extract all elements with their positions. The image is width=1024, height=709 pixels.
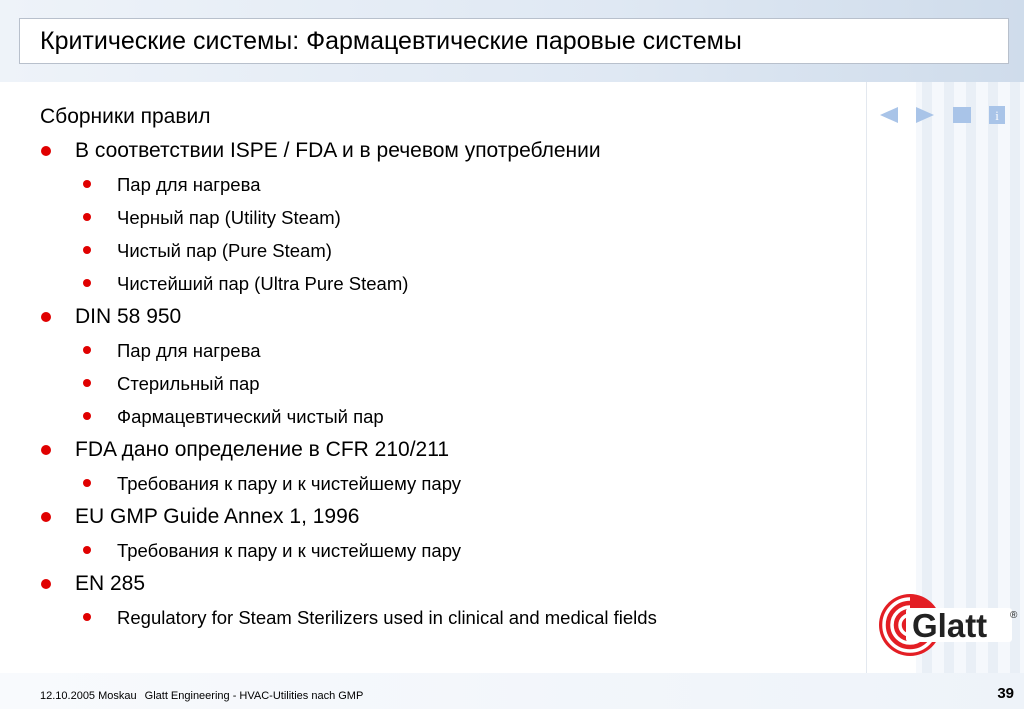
list-item <box>40 134 860 300</box>
list-item-text: DIN 58 950 <box>75 305 182 328</box>
slide-content <box>40 100 860 634</box>
info-button[interactable] <box>986 104 1008 126</box>
glatt-logo-icon <box>876 592 1021 658</box>
sub-list-item: Пар для нагрева <box>75 168 860 201</box>
panel-divider <box>866 82 867 673</box>
sub-list <box>75 334 860 433</box>
sub-list <box>75 467 860 500</box>
bullet-icon <box>83 379 91 387</box>
list-item-text: В соответствии ISPE / FDA и в речевом употреблении <box>75 139 601 162</box>
footer-date: 12.10.2005 Moskau <box>40 690 137 702</box>
bullet-icon <box>83 346 91 354</box>
slide-navigation <box>876 104 1016 128</box>
bullet-icon <box>83 613 91 621</box>
slide-title: Критические системы: Фармацевтические паровые системы <box>40 26 742 55</box>
bullet-icon <box>41 579 51 589</box>
bullet-icon <box>41 512 51 522</box>
bullet-icon <box>83 279 91 287</box>
bullet-icon <box>83 546 91 554</box>
bullet-icon <box>41 312 51 322</box>
triangle-right-icon <box>914 104 936 126</box>
sub-list-item: Чистый пар (Pure Steam) <box>75 234 860 267</box>
sub-list-item: Требования к пару и к чистейшему пару <box>75 467 860 500</box>
sub-list <box>75 534 860 567</box>
bullet-icon <box>83 246 91 254</box>
list-item <box>40 300 860 433</box>
sub-list-item: Regulatory for Steam Sterilizers used in clinical and medical fields <box>75 601 860 634</box>
bullet-icon <box>83 479 91 487</box>
title-box <box>19 18 1009 64</box>
bullet-icon <box>41 146 51 156</box>
glatt-logo <box>876 592 1021 658</box>
list-item-text: FDA дано определение в CFR 210/211 <box>75 438 450 461</box>
info-icon <box>986 104 1008 126</box>
sub-list-item: Чистейший пар (Ultra Pure Steam) <box>75 267 860 300</box>
bullet-icon <box>83 180 91 188</box>
bullet-icon <box>83 213 91 221</box>
side-panel <box>866 82 916 673</box>
sub-list-item: Требования к пару и к чистейшему пару <box>75 534 860 567</box>
list-item-text: EN 285 <box>75 572 146 595</box>
previous-slide-button[interactable] <box>878 104 900 126</box>
next-slide-button[interactable] <box>914 104 936 126</box>
footer <box>40 690 363 702</box>
sub-list-item: Пар для нагрева <box>75 334 860 367</box>
triangle-left-icon <box>878 104 900 126</box>
bullet-list <box>40 134 860 634</box>
sub-list-item: Черный пар (Utility Steam) <box>75 201 860 234</box>
sub-list-item: Фармацевтический чистый пар <box>75 400 860 433</box>
slide-subtitle: Сборники правил <box>40 105 211 128</box>
list-item <box>40 433 860 500</box>
list-item-text: EU GMP Guide Annex 1, 1996 <box>75 505 360 528</box>
sub-list <box>75 601 860 634</box>
page-number: 39 <box>997 685 1014 702</box>
logo-registered-mark: ® <box>1010 610 1018 621</box>
end-show-button[interactable] <box>951 104 973 126</box>
sub-list <box>75 168 860 300</box>
sub-list-item: Стерильный пар <box>75 367 860 400</box>
info-glyph: i <box>995 108 999 123</box>
bullet-icon <box>41 445 51 455</box>
bullet-icon <box>83 412 91 420</box>
square-icon <box>951 104 973 126</box>
list-item <box>40 567 860 634</box>
footer-caption: Glatt Engineering - HVAC-Utilities nach GMP <box>144 690 364 702</box>
logo-text: Glatt <box>912 607 988 644</box>
list-item <box>40 500 860 567</box>
